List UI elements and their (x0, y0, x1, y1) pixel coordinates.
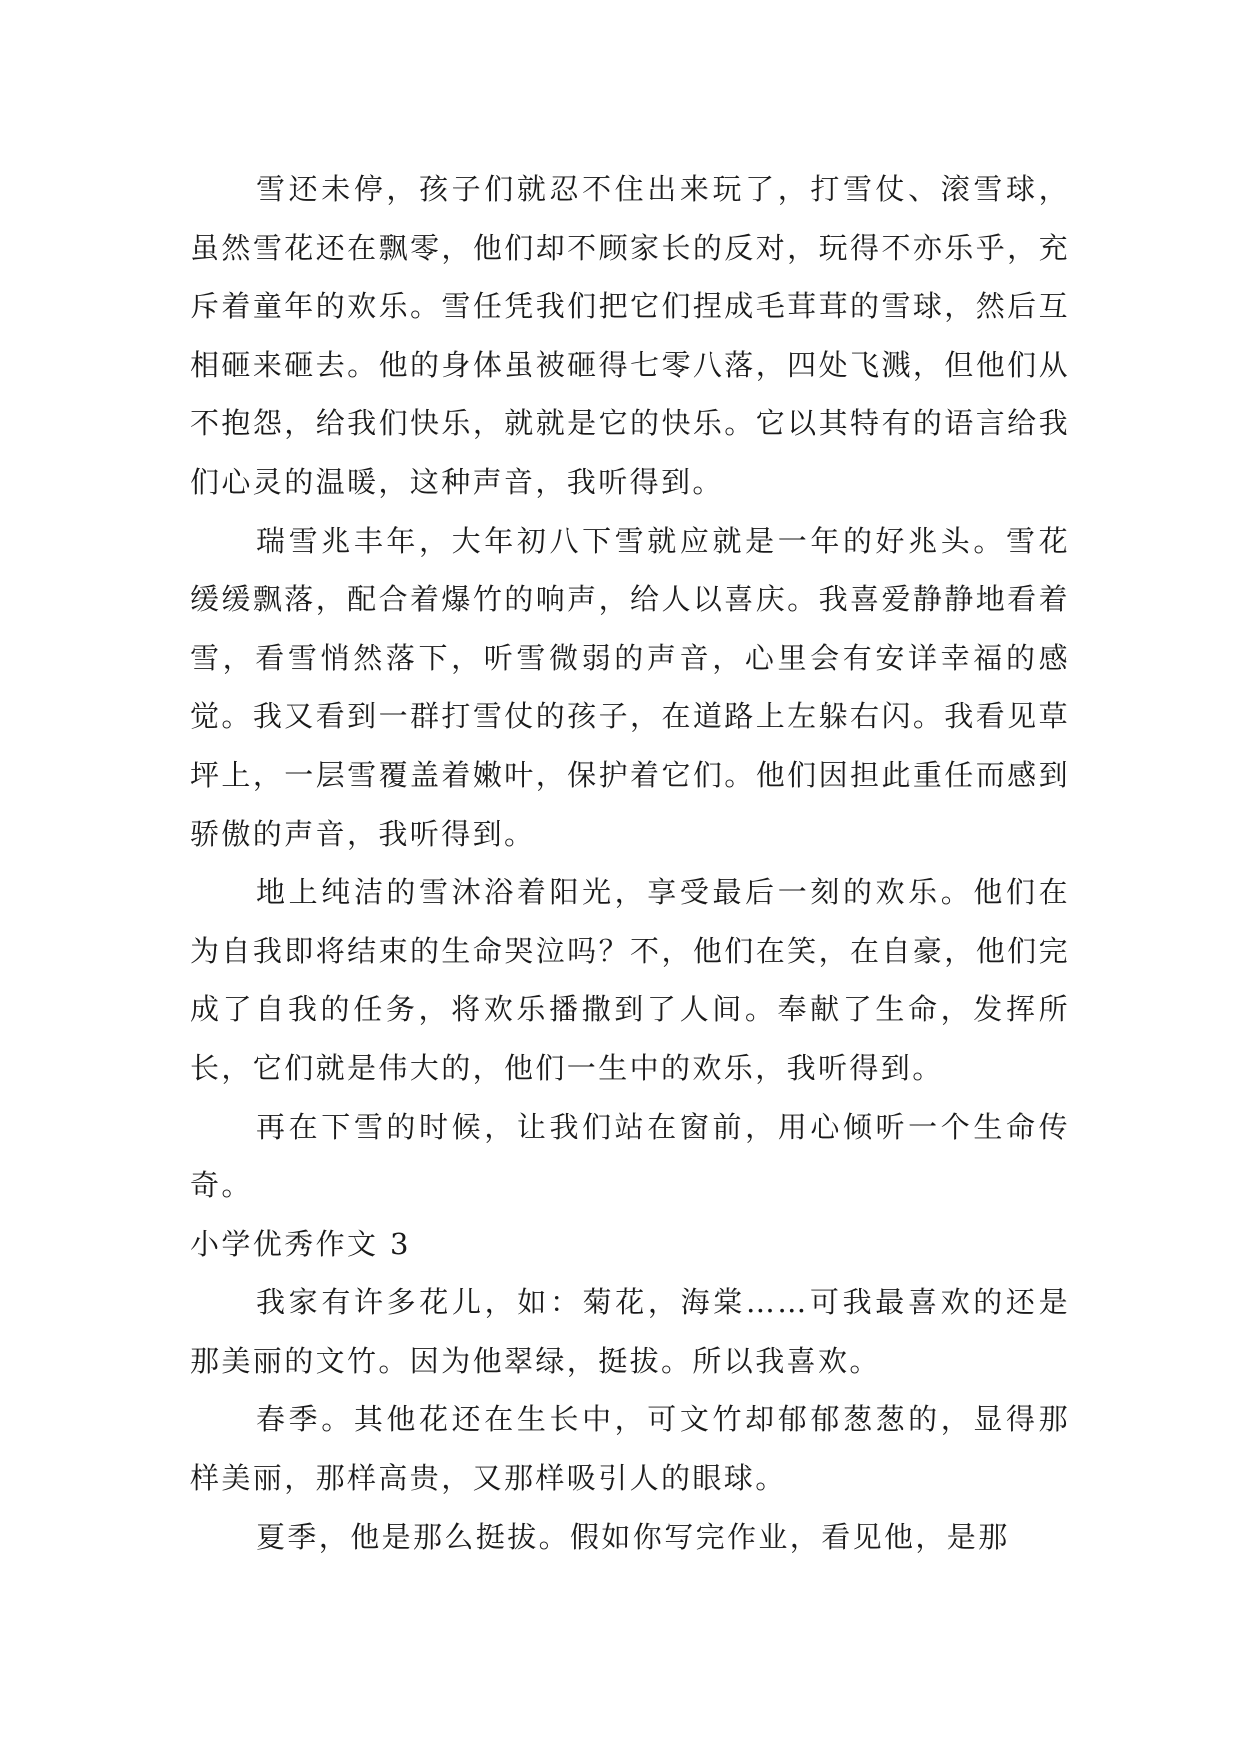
paragraph-pure-snow: 地上纯洁的雪沐浴着阳光，享受最后一刻的欢乐。他们在为自我即将结束的生命哭泣吗？不，他们在笑，在自豪，他们完成了自我的任务，将欢乐播撒到了人间。奉献了生命，发挥所长，它们就是伟大的，他们一生中的欢乐，我听得到。 (190, 875, 1070, 1085)
paragraph-flowers: 我家有许多花儿，如：菊花，海棠……可我最喜欢的还是那美丽的文竹。因为他翠绿，挺拔。所以我喜欢。 (190, 1285, 1070, 1378)
paragraph-next-snowfall: 再在下雪的时候，让我们站在窗前，用心倾听一个生命传奇。 (190, 1109, 1070, 1203)
essay-body (190, 160, 1070, 1566)
section-heading: 小学优秀作文 3 (190, 1226, 411, 1261)
paragraph-summer: 夏季，他是那么挺拔。假如你写完作业，看见他，是那 (256, 1519, 1010, 1554)
paragraph-auspicious-snow: 瑞雪兆丰年，大年初八下雪就应就是一年的好兆头。雪花缓缓飘落，配合着爆竹的响声，给人以喜庆。我喜爱静静地看着雪，看雪悄然落下，听雪微弱的声音，心里会有安详幸福的感觉。我又看到一群打雪仗的孩子，在道路上左躲右闪。我看见草坪上，一层雪覆盖着嫩叶，保护着它们。他们因担此重任而感到骄傲的声音，我听得到。 (190, 523, 1070, 851)
paragraph-snow-children: 雪还未停，孩子们就忍不住出来玩了，打雪仗、滚雪球，虽然雪花还在飘零，他们却不顾家长的反对，玩得不亦乐乎，充斥着童年的欢乐。雪任凭我们把它们捏成毛茸茸的雪球，然后互相砸来砸去。他的身体虽被砸得七零八落，四处飞溅，但他们从不抱怨，给我们快乐，就就是它的快乐。它以其特有的语言给我们心灵的温暖，这种声音，我听得到。 (190, 172, 1070, 499)
paragraph-spring: 春季。其他花还在生长中，可文竹却郁郁葱葱的，显得那样美丽，那样高贵，又那样吸引人的眼球。 (190, 1402, 1070, 1496)
